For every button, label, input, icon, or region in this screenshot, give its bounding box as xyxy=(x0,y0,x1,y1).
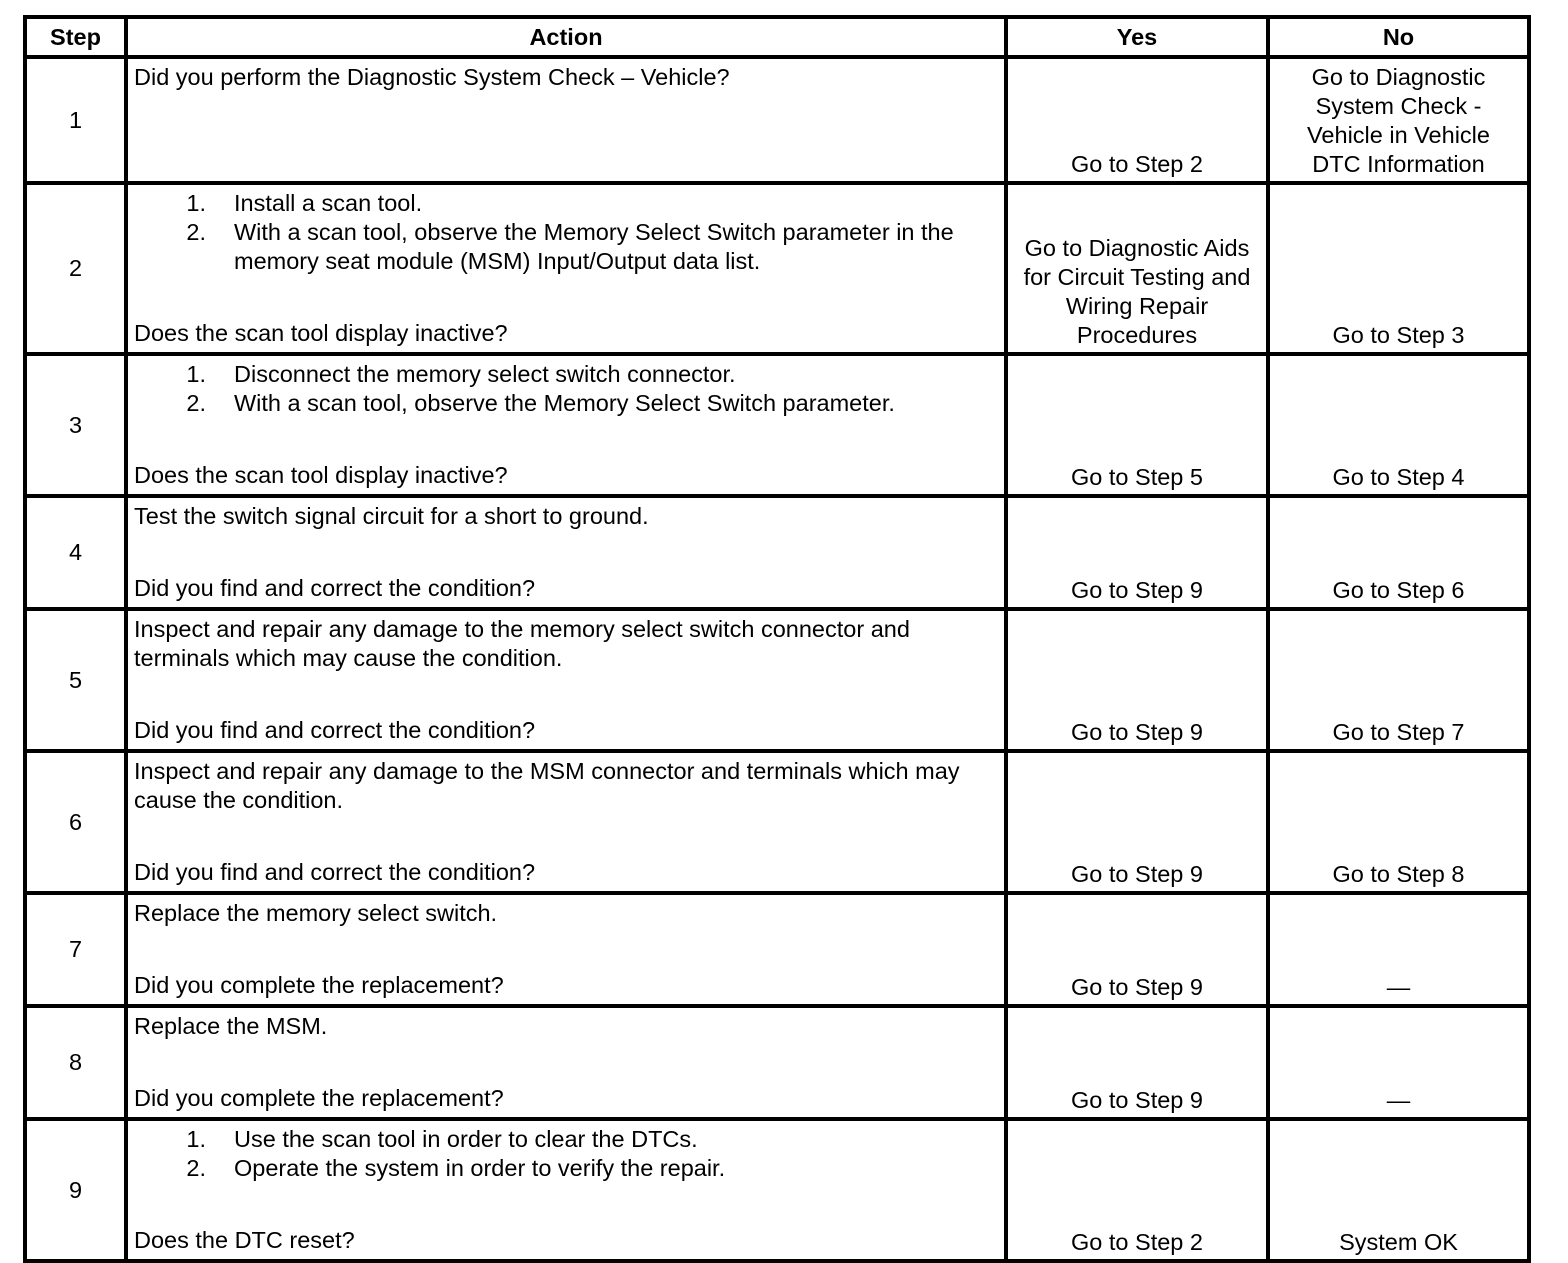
action-intro: Inspect and repair any damage to the memory select switch connector and terminals which may cause the condition. xyxy=(134,616,910,671)
list-item: 1. Install a scan tool. xyxy=(186,190,423,216)
list-item: 1. Disconnect the memory select switch connector. xyxy=(186,361,736,387)
action-cell xyxy=(126,893,1006,1006)
header-no: No xyxy=(1268,17,1529,57)
action-question: Did you complete the replacement? xyxy=(134,972,504,998)
action-list xyxy=(134,189,1000,276)
action-cell xyxy=(126,354,1006,496)
yes-result: Go to Step 9 xyxy=(1006,893,1268,1006)
action-cell xyxy=(126,57,1006,183)
no-result: Go to Step 4 xyxy=(1268,354,1529,496)
action-question: Did you find and correct the condition? xyxy=(134,859,536,885)
action-intro: Replace the memory select switch. xyxy=(134,900,498,926)
action-list xyxy=(134,1125,1000,1183)
no-result: — xyxy=(1268,893,1529,1006)
yes-result: Go to Step 9 xyxy=(1006,609,1268,751)
list-item: 1. Use the scan tool in order to clear the DTCs. xyxy=(186,1126,698,1152)
yes-result: Go to Step 5 xyxy=(1006,354,1268,496)
action-question: Did you complete the replacement? xyxy=(134,1085,504,1111)
yes-result: Go to Step 9 xyxy=(1006,496,1268,609)
table-row xyxy=(25,496,1529,609)
step-number: 4 xyxy=(25,496,126,609)
action-question: Does the scan tool display inactive? xyxy=(134,462,508,488)
action-cell xyxy=(126,1006,1006,1119)
step-number: 3 xyxy=(25,354,126,496)
table-row xyxy=(25,354,1529,496)
action-intro: Did you perform the Diagnostic System Check – Vehicle? xyxy=(134,64,730,90)
yes-result: Go to Step 9 xyxy=(1006,1006,1268,1119)
step-number: 7 xyxy=(25,893,126,1006)
action-question: Did you find and correct the condition? xyxy=(134,717,536,743)
action-question: Did you find and correct the condition? xyxy=(134,575,536,601)
yes-result: Go to Diagnostic Aids for Circuit Testing and Wiring Repair Procedures xyxy=(1006,183,1268,354)
header-step: Step xyxy=(25,17,126,57)
list-item: 2. With a scan tool, observe the Memory Select Switch parameter. xyxy=(186,390,895,416)
action-cell xyxy=(126,609,1006,751)
action-intro: Test the switch signal circuit for a short to ground. xyxy=(134,503,649,529)
yes-result: Go to Step 2 xyxy=(1006,57,1268,183)
table-row xyxy=(25,1006,1529,1119)
list-item: 2. With a scan tool, observe the Memory Select Switch parameter in the memory seat module (MSM) Input/Output data list. xyxy=(186,219,954,274)
table-row xyxy=(25,751,1529,893)
table-row xyxy=(25,1119,1529,1261)
header-yes: Yes xyxy=(1006,17,1268,57)
header-action: Action xyxy=(126,17,1006,57)
table-row xyxy=(25,609,1529,751)
table-row xyxy=(25,57,1529,183)
action-cell xyxy=(126,496,1006,609)
table-row xyxy=(25,893,1529,1006)
no-result: — xyxy=(1268,1006,1529,1119)
list-item: 2. Operate the system in order to verify the repair. xyxy=(186,1155,726,1181)
yes-result: Go to Step 9 xyxy=(1006,751,1268,893)
no-result: Go to Step 3 xyxy=(1268,183,1529,354)
action-cell xyxy=(126,1119,1006,1261)
action-question: Does the scan tool display inactive? xyxy=(134,320,508,346)
action-list xyxy=(134,360,1000,418)
no-result: Go to Step 7 xyxy=(1268,609,1529,751)
action-intro: Replace the MSM. xyxy=(134,1013,328,1039)
step-number: 6 xyxy=(25,751,126,893)
step-number: 8 xyxy=(25,1006,126,1119)
step-number: 2 xyxy=(25,183,126,354)
step-number: 5 xyxy=(25,609,126,751)
step-number: 9 xyxy=(25,1119,126,1261)
no-result: Go to Diagnostic System Check - Vehicle in Vehicle DTC Information xyxy=(1268,57,1529,183)
no-result: Go to Step 8 xyxy=(1268,751,1529,893)
table-row xyxy=(25,183,1529,354)
step-number: 1 xyxy=(25,57,126,183)
action-cell xyxy=(126,183,1006,354)
no-result: Go to Step 6 xyxy=(1268,496,1529,609)
action-question: Does the DTC reset? xyxy=(134,1227,355,1253)
diagnostic-table xyxy=(23,15,1531,1263)
no-result: System OK xyxy=(1268,1119,1529,1261)
yes-result: Go to Step 2 xyxy=(1006,1119,1268,1261)
action-cell xyxy=(126,751,1006,893)
action-intro: Inspect and repair any damage to the MSM connector and terminals which may cause the condition. xyxy=(134,758,960,813)
header-row xyxy=(25,17,1529,57)
